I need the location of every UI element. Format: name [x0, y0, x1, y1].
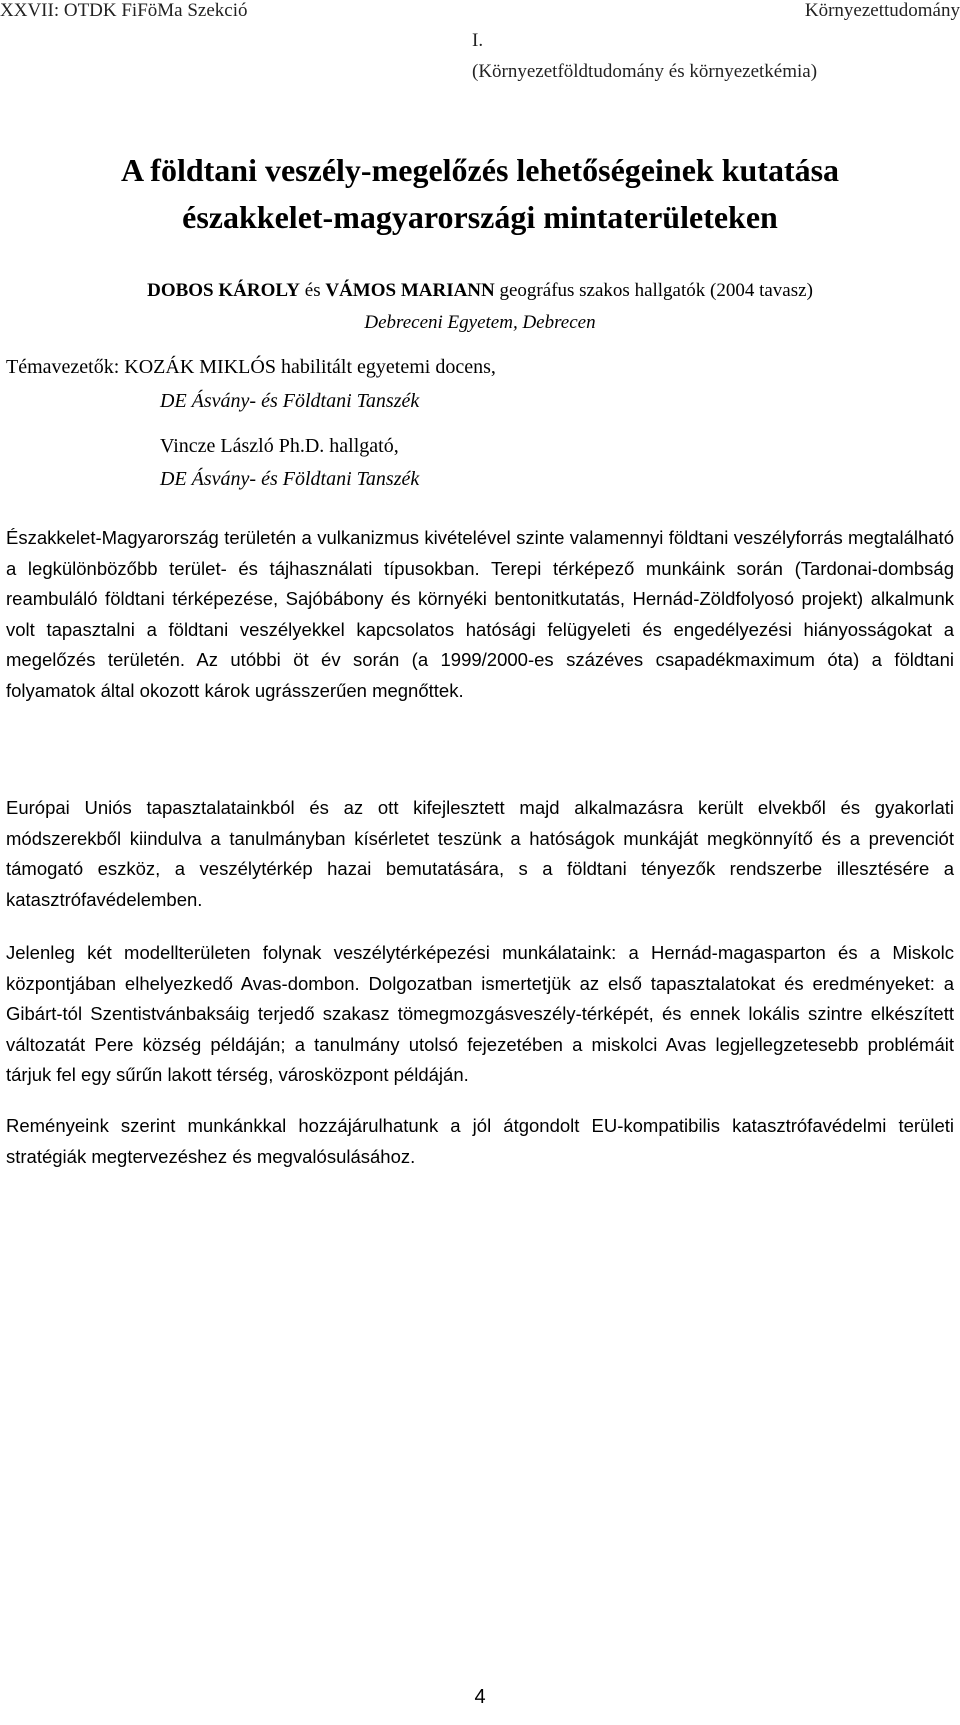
affiliation: Debreceni Egyetem, Debrecen	[364, 312, 596, 333]
supervisors-label: Témavezetők:	[6, 356, 125, 378]
title-line-2: északkelet-magyarországi mintaterületeken	[182, 199, 778, 235]
authors-line	[0, 280, 960, 302]
header-section-number: I.	[472, 30, 484, 51]
authors-description: geográfus szakos hallgatók (2004 tavasz)	[494, 280, 813, 301]
paragraph-3: Jelenleg két modellterületen folynak veszélytérképezési munkálataink: a Hernád-magasparton és a Miskolc központjában elhelyezkedő Avas-dombon. Dolgozatban ismertetjük az első tapasztalatokat és eredményeket: a Gibárt-tól Szentistvánbaksáig terjedő szakasz tömegmozgásveszély-térképét, és ennek lokális szintre elkészített változatát Pere község példáján; a tanulmány utolsó fejezetében a miskolci Avas legjellegzetesebb problémáit tárjuk fel egy sűrűn lakott térség, városközpont példáján.	[6, 942, 954, 1085]
author-2: VÁMOS MARIANN	[325, 280, 495, 301]
header-right: Környezettudomány	[804, 0, 960, 21]
authors-conjunction: és	[300, 280, 326, 301]
header-left: XXVII: OTDK FiFöMa Szekció	[0, 0, 248, 21]
supervisor-2-line: Vincze László Ph.D. hallgató,	[160, 435, 399, 457]
paragraph-2: Európai Uniós tapasztalatainkból és az ott kifejlesztett majd alkalmazásra került elvekből és gyakorlati módszerekből kiindulva a tanulmányban kísérletet teszünk a hatóságok munkáját megkönnyítő és a prevenciót támogató eszköz, a veszélytérkép hazai bemutatására, s a földtani tényezők rendszerbe illesztésére a katasztrófavédelemben.	[6, 797, 954, 910]
header-section-name: (Környezetföldtudomány és környezetkémia)	[472, 61, 818, 82]
supervisor-1-title: habilitált egyetemi docens,	[275, 356, 496, 378]
supervisor-2-institution: DE Ásvány- és Földtani Tanszék	[160, 468, 420, 490]
supervisor-1-name: KOZÁK MIKLÓS	[124, 356, 276, 378]
paragraph-1: Északkelet-Magyarország területén a vulkanizmus kivételével szinte valamennyi földtani veszélyforrás megtalálható a legkülönbözőbb terület- és tájhasználati típusokban. Terepi térképező munkáink során (Tardonai-dombság reambuláló földtani térképezése, Sajóbábony és környéki bentonitkutatás, Hernád-Zöldfolyosó projekt) alkalmunk volt tapasztalni a földtani veszélyekkel kapcsolatos hatósági felügyeleti és engedélyezési hiányosságokat a megelőzés területén. Az utóbbi öt év során (a 1999/2000-es százéves csapadékmaximum óta) a földtani folyamatok által okozott károk ugrásszerűen megnőttek.	[6, 527, 954, 701]
supervisor-1-line	[6, 356, 496, 379]
author-1: DOBOS KÁROLY	[147, 280, 301, 301]
page-number: 4	[474, 1686, 486, 1708]
supervisor-1-institution: DE Ásvány- és Földtani Tanszék	[160, 390, 420, 412]
title-line-1: A földtani veszély-megelőzés lehetőségeinek kutatása	[120, 152, 840, 188]
paragraph-4: Reményeink szerint munkánkkal hozzájárulhatunk a jól átgondolt EU-kompatibilis katasztrófavédelmi területi stratégiák megtervezéshez és megvalósulásához.	[6, 1115, 954, 1167]
